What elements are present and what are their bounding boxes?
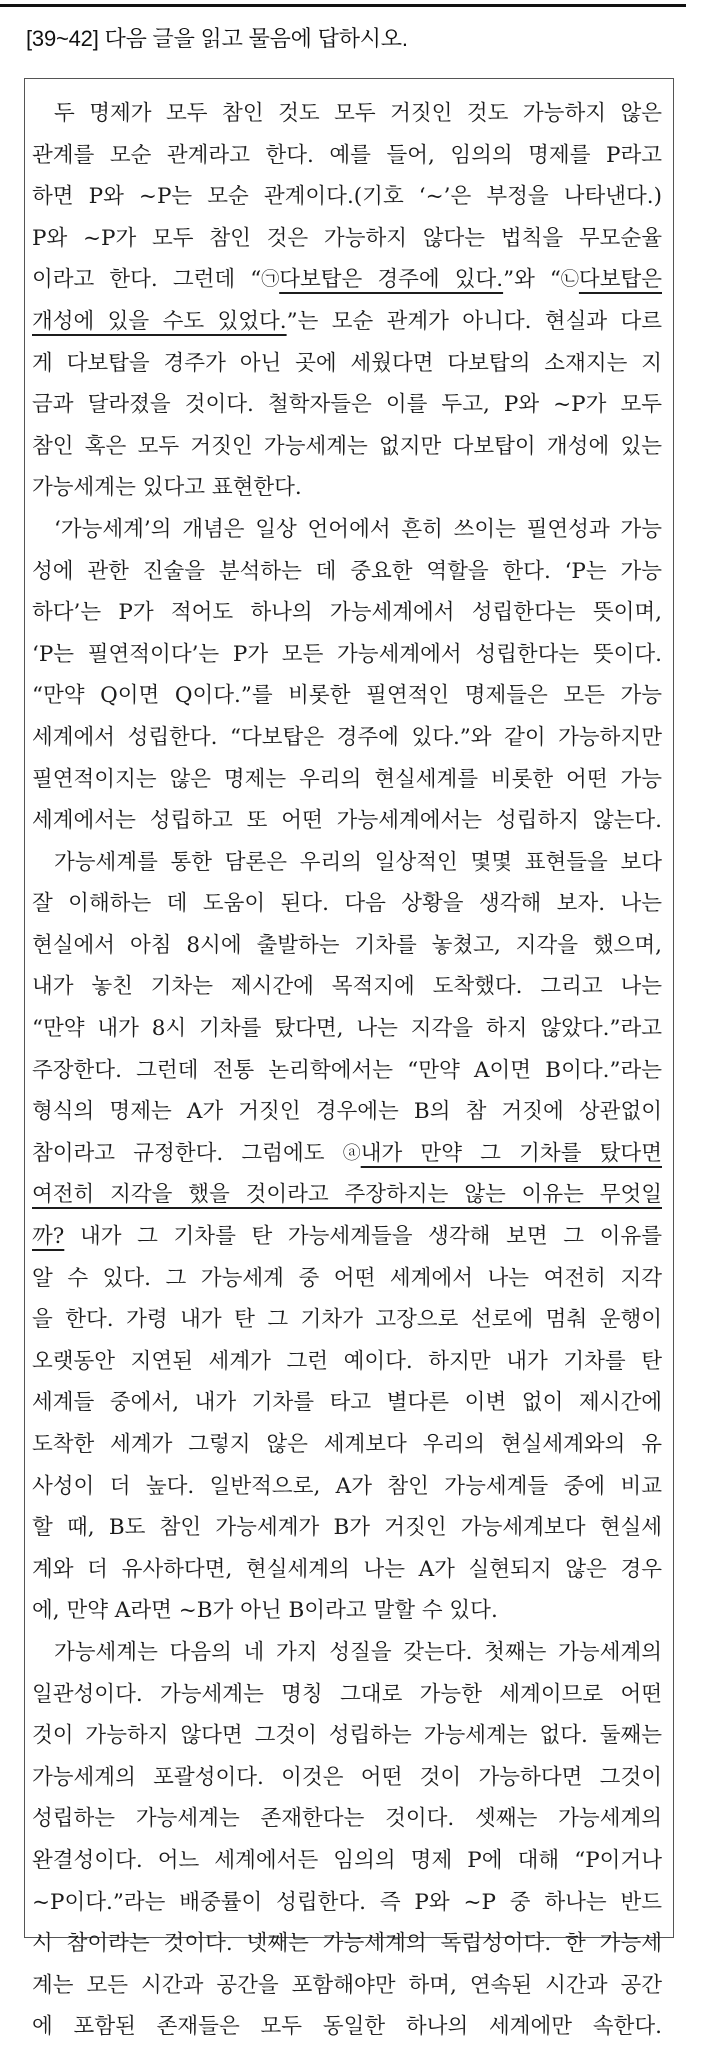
top-rule-divider [0,4,686,7]
passage-line: ‘가능세계’의 개념은 일상 언어에서 흔히 쓰이는 필연성과 가능 [54,516,662,542]
passage-line: 성에 관한 진술을 분석하는 데 중요한 역할을 한다. ‘P는 가능 [32,558,662,584]
passage-line: 가능세계는 다음의 네 가지 성질을 갖는다. 첫째는 가능세계의 [54,1639,662,1665]
underlined-phrase: 다보탑은 경주에 있다. [279,267,504,293]
passage-line: 오랫동안 지연된 세계가 그런 예이다. 하지만 내가 기차를 탄 [32,1348,662,1374]
passage-line: 일관성이다. 가능세계는 명칭 그대로 가능한 세계이므로 어떤 [32,1681,662,1707]
underlined-phrase: 까? [32,1224,65,1250]
passage-line: ~P이다.”라는 배중률이 성립한다. 즉 P와 ~P 중 하나는 반드 [32,1889,662,1915]
passage-line: 할 때, B도 참인 가능세계가 B가 거짓인 가능세계보다 현실세 [32,1515,662,1541]
passage-line: 내가 놓친 기차는 제시간에 목적지에 도착했다. 그리고 나는 [32,974,662,1000]
passage-line: 세계들 중에서, 내가 기차를 타고 별다른 이변 없이 제시간에 [32,1390,662,1416]
circled-marker: ㉡ [560,269,579,291]
passage-line: 알 수 있다. 그 가능세계 중 어떤 세계에서 나는 여전히 지각 [32,1265,662,1291]
section-heading: [39~42] 다음 글을 읽고 물음에 답하시오. [26,26,408,51]
passage-line [32,259,662,301]
passage-line: 관계를 모순 관계라고 한다. 예를 들어, 임의의 명제를 P라고 [32,142,662,168]
passage-line: 것이 가능하지 않다면 그것이 성립하는 가능세계는 없다. 둘째는 [32,1723,662,1749]
passage-line: 에, 만약 A라면 ~B가 아닌 B이라고 말할 수 있다. [32,1598,498,1624]
underlined-phrase: 내가 만약 그 기차를 탔다면 [360,1140,662,1166]
passage-line: 게 다보탑을 경주가 아닌 곳에 세웠다면 다보탑의 소재지는 지 [32,350,662,376]
passage-line: 계와 더 유사하다면, 현실세계의 나는 A가 실현되지 않은 경우 [32,1556,662,1582]
passage-line: 사성이 더 높다. 일반적으로, A가 참인 가능세계들 중에 비교 [32,1473,662,1499]
passage-line: 완결성이다. 어느 세계에서든 임의의 명제 P에 대해 “P이거나 [32,1847,662,1873]
passage-line: 성립하는 가능세계는 존재한다는 것이다. 셋째는 가능세계의 [32,1806,662,1832]
circled-marker: ㉠ [261,269,280,291]
passage-line [32,301,662,343]
passage-line: 을 한다. 가령 내가 탄 그 기차가 고장으로 선로에 멈춰 운행이 [32,1307,662,1333]
passage-line: 하다’는 P가 적어도 하나의 가능세계에서 성립한다는 뜻이며, [32,600,662,626]
text-segment: 내가 그 기차를 탄 가능세계들을 생각해 보면 그 이유를 [64,1224,662,1250]
passage-line: 필연적이지는 않은 명제는 우리의 현실세계를 비롯한 어떤 가능 [32,766,662,792]
underlined-phrase: 개성에 있을 수도 있었다. [32,308,287,334]
passage-line: 주장한다. 그런데 전통 논리학에서는 “만약 A이면 B이다.”라는 [32,1057,662,1083]
underlined-phrase: 여전히 지각을 했을 것이라고 주장하지는 않는 이유는 무엇일 [32,1182,662,1208]
passage-line: 시 참이라는 것이다. 넷째는 가능세계의 독립성이다. 한 가능세 [32,1931,662,1957]
text-segment: 참이라고 규정한다. 그럼에도 [32,1140,343,1166]
passage-line: 세계에서 성립한다. “다보탑은 경주에 있다.”와 같이 가능하지만 [32,724,662,750]
passage-line: 도착한 세계가 그렇지 않은 세계보다 우리의 현실세계와의 유 [32,1432,662,1457]
passage-line: “만약 Q이면 Q이다.”를 비롯한 필연적인 명제들은 모든 가능 [32,683,662,709]
passage-line: 금과 달라졌을 것이다. 철학자들은 이를 두고, P와 ~P가 모두 [32,392,662,418]
passage-line [32,1133,662,1175]
underlined-phrase: 다보탑은 [578,267,662,293]
passage-line: 하면 P와 ~P는 모순 관계이다.(기호 ‘~’은 부정을 나타낸다.) [32,184,662,210]
passage-line: 계는 모든 시간과 공간을 포함해야만 하며, 연속된 시간과 공간 [32,1972,662,1998]
passage-line: 두 명제가 모두 참인 것도 모두 거짓인 것도 가능하지 않은 [54,101,662,126]
circled-marker: ⓐ [342,1142,361,1164]
passage-line: 세계에서는 성립하고 또 어떤 가능세계에서는 성립하지 않는다. [32,808,662,834]
passage-line: 가능세계는 있다고 표현한다. [32,475,302,501]
passage-text [32,93,662,2048]
passage-line: 형식의 명제는 A가 거짓인 경우에는 B의 참 거짓에 상관없이 [32,1099,662,1125]
passage-line: 참인 혹은 모두 거짓인 가능세계는 없지만 다보탑이 개성에 있는 [32,433,662,459]
text-segment: ”는 모순 관계가 아니다. 현실과 다르 [286,308,663,334]
passage-line: “만약 내가 8시 기차를 탔다면, 나는 지각을 하지 않았다.”라고 [32,1016,662,1042]
passage-line: 잘 이해하는 데 도움이 된다. 다음 상황을 생각해 보자. 나는 [32,891,662,917]
passage-line: ‘P는 필연적이다’는 P가 모든 가능세계에서 성립한다는 뜻이다. [32,641,662,667]
passage-line [32,1216,662,1258]
text-segment: ”와 “ [503,267,561,293]
passage-line: 에 포함된 존재들은 모두 동일한 하나의 세계에만 속한다. [32,2014,662,2040]
passage-line: 가능세계를 통한 담론은 우리의 일상적인 몇몇 표현들을 보다 [54,849,662,875]
passage-line: 현실에서 아침 8시에 출발하는 기차를 놓쳤고, 지각을 했으며, [32,932,662,958]
passage-line [32,1174,662,1216]
passage-line: P와 ~P가 모두 참인 것은 가능하지 않다는 법칙을 무모순율 [32,225,662,251]
passage-line: 가능세계의 포괄성이다. 이것은 어떤 것이 가능하다면 그것이 [32,1764,662,1790]
text-segment: 이라고 한다. 그런데 “ [32,267,262,293]
